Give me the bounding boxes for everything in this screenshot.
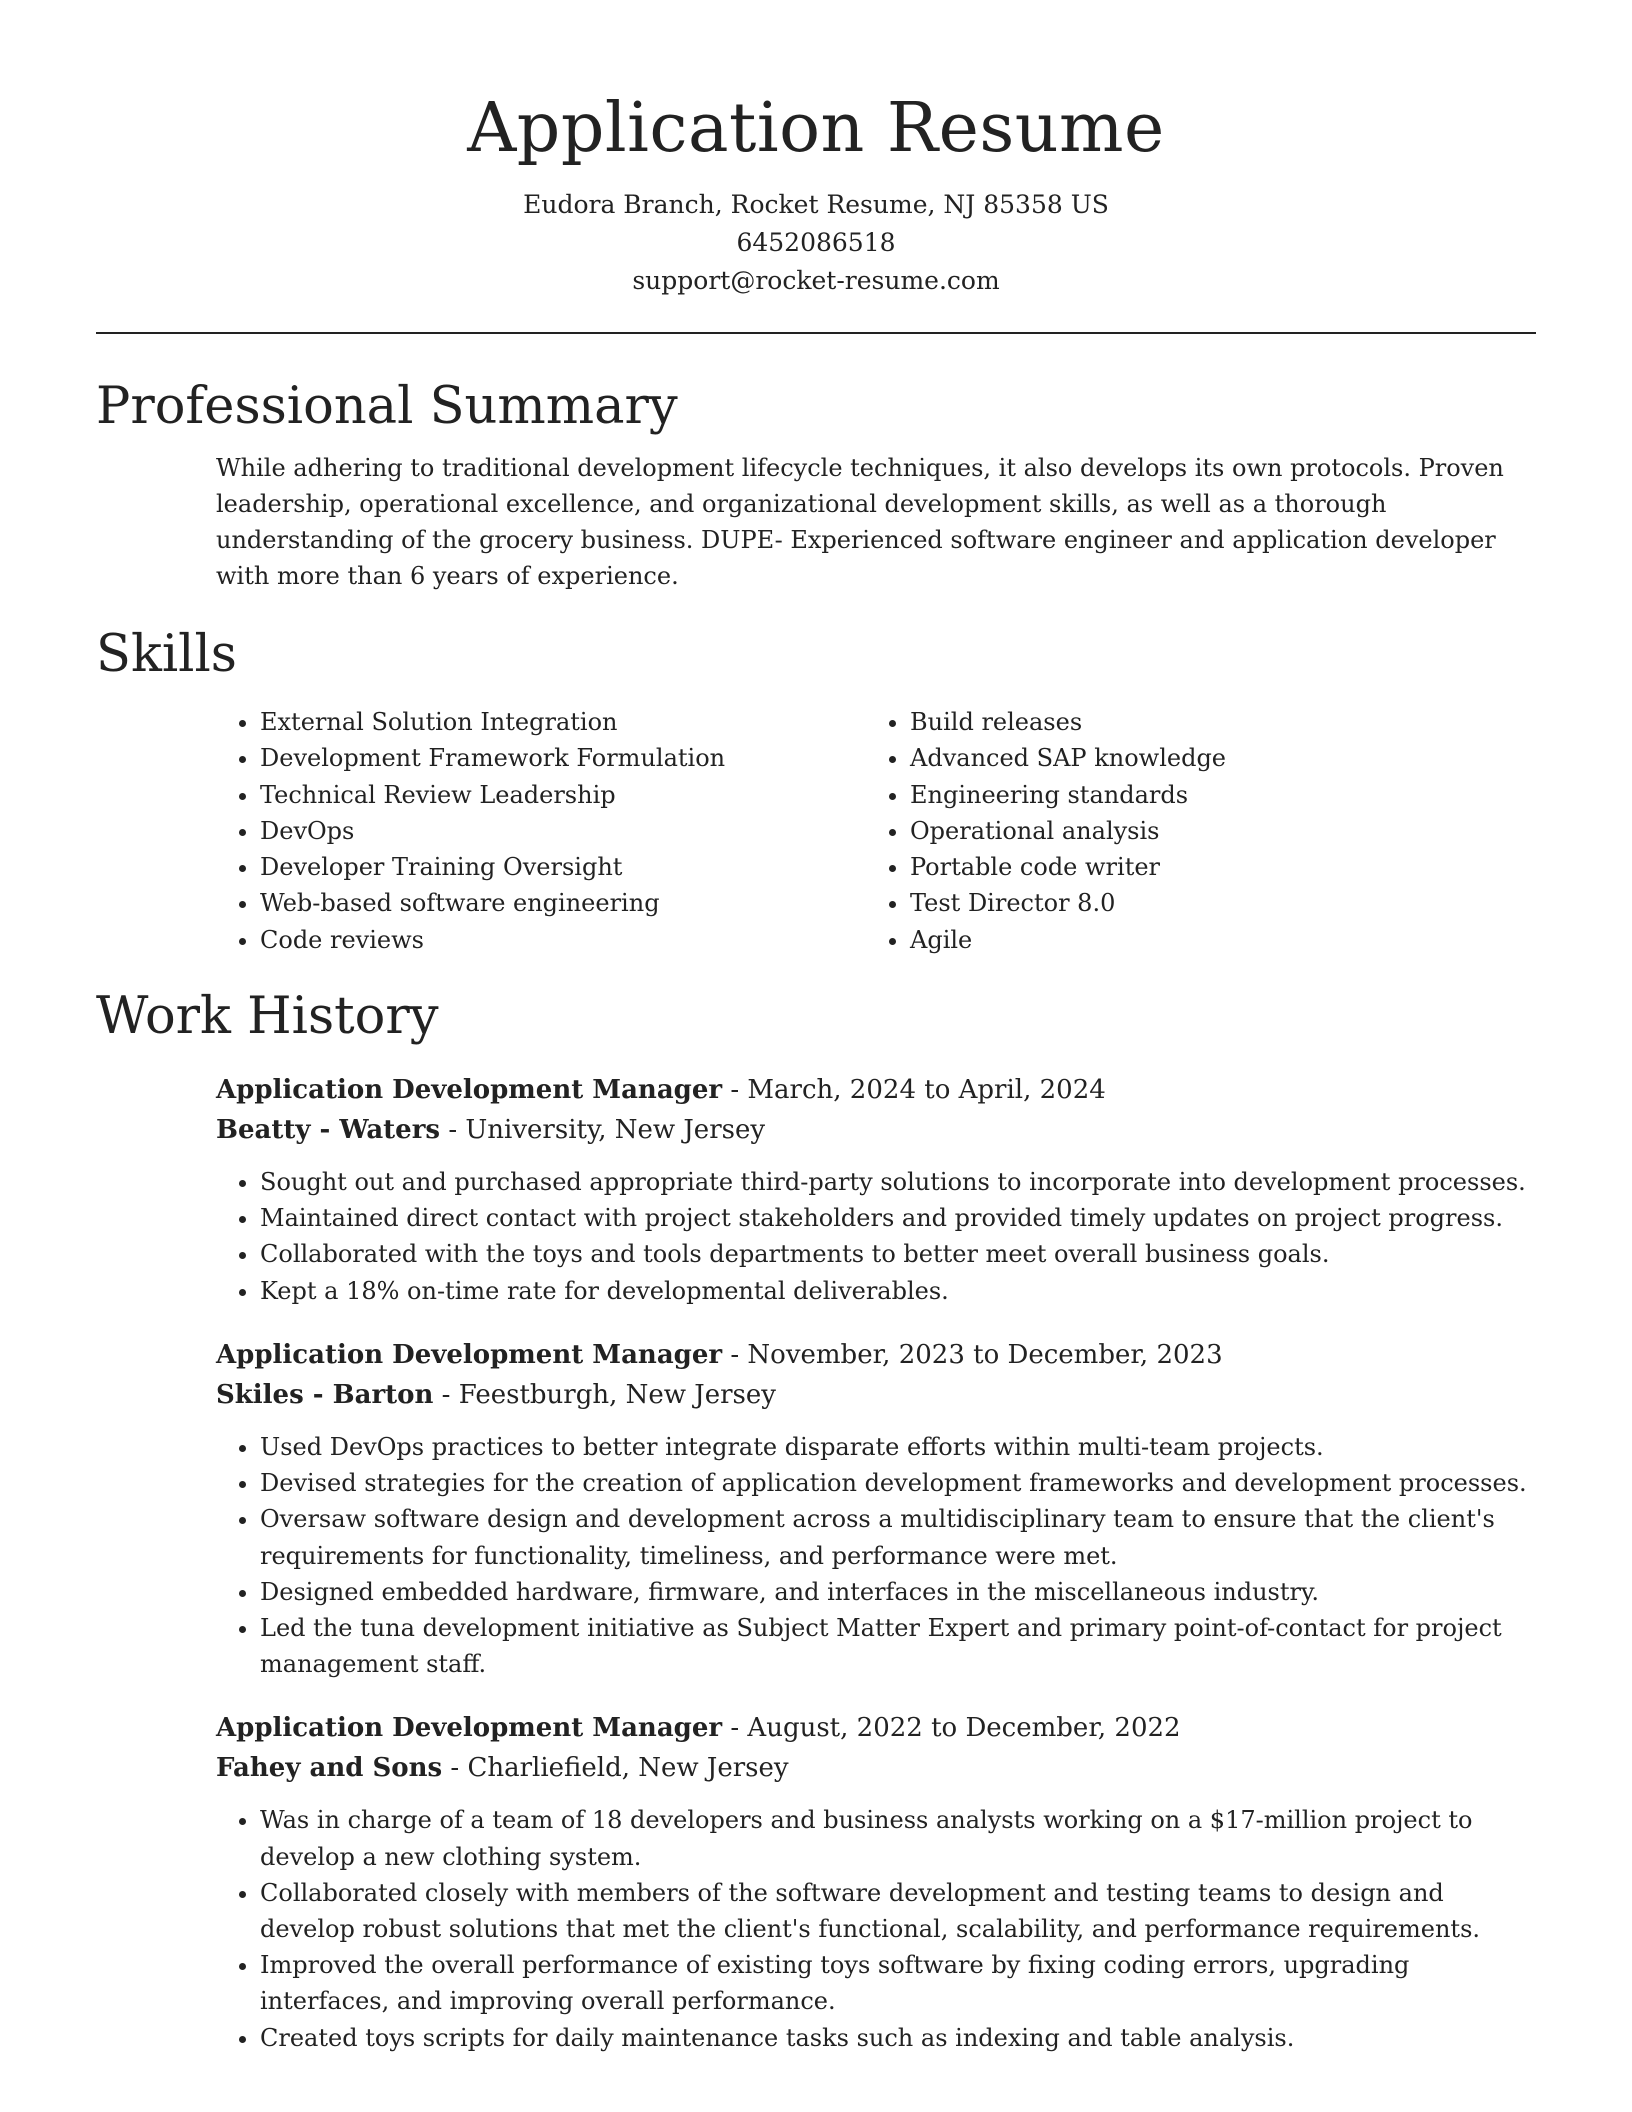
email: support@rocket-resume.com [632,266,1000,295]
skill-item: • Agile [910,922,1516,958]
job-bullets [216,1164,1536,1309]
job-role: Application Development Manager [216,1713,723,1744]
address: Eudora Branch, Rocket Resume, NJ 85358 US [523,190,1109,219]
job-entry [96,1070,1536,1309]
skill-item: • Operational analysis [910,813,1516,849]
job-bullet: • Designed embedded hardware, firmware, and interfaces in the miscellaneous industry. [260,1574,1536,1610]
skills-list-right [866,704,1516,958]
job-company-line [216,1748,1536,1788]
summary-text: While adhering to traditional development lifecycle techniques, it also develops its own protocols. Proven leadership, operational excellence, and organizational development skills, as well as a thorough understanding of the grocery business. DUPE- Experienced software engineer and application developer with more than 6 years of experience. [216,454,1504,590]
job-location: - Feestburgh, New Jersey [433,1379,776,1410]
job-dates: - August, 2022 to December, 2022 [722,1713,1181,1744]
job-company: Skiles - Barton [216,1379,434,1410]
skill-item: • Web-based software engineering [260,885,866,921]
skill-item: • Technical Review Leadership [260,777,866,813]
contact-block [96,186,1536,300]
job-bullet: • Kept a 18% on-time rate for developmental deliverables. [260,1273,1536,1309]
section-title-work-history: Work History [96,987,439,1047]
job-title-line [216,1708,1536,1748]
job-location: - University, New Jersey [440,1115,766,1146]
section-title-skills: Skills [96,625,237,684]
job-company-line [216,1110,1536,1150]
skills-list-left [216,704,866,958]
skill-item: • Build releases [910,704,1516,740]
job-role: Application Development Manager [216,1075,723,1106]
skill-item: • Development Framework Formulation [260,740,866,776]
job-entry [96,1335,1536,1682]
job-company: Fahey and Sons [216,1753,443,1784]
job-entry [96,1708,1536,2055]
job-dates: - March, 2024 to April, 2024 [722,1075,1106,1106]
job-bullet: • Improved the overall performance of existing toys software by fixing coding errors, upgrading interfaces, and improving overall performance. [260,1947,1536,2019]
header-divider [96,332,1536,334]
skill-item: • External Solution Integration [260,704,866,740]
job-bullet: • Led the tuna development initiative as Subject Matter Expert and primary point-of-contact for project management staff. [260,1610,1536,1682]
job-bullet: • Used DevOps practices to better integrate disparate efforts within multi-team projects. [260,1429,1536,1465]
skill-item: • Test Director 8.0 [910,885,1516,921]
skill-item: • Code reviews [260,922,866,958]
skill-item: • Engineering standards [910,777,1516,813]
job-bullet: • Devised strategies for the creation of application development frameworks and development processes. [260,1465,1536,1501]
resume-header [96,0,1536,300]
skill-item: • Advanced SAP knowledge [910,740,1516,776]
job-bullets [216,1429,1536,1682]
section-title-summary: Professional Summary [96,377,678,436]
skills-grid [96,704,1536,958]
job-bullet: • Created toys scripts for daily maintenance tasks such as indexing and table analysis. [260,2020,1536,2056]
job-bullet: • Was in charge of a team of 18 developers and business analysts working on a $17-million project to develop a new clothing system. [260,1802,1536,1874]
job-title-line [216,1070,1536,1110]
job-bullet: • Sought out and purchased appropriate third-party solutions to incorporate into development processes. [260,1164,1536,1200]
job-bullet: • Oversaw software design and development across a multidisciplinary team to ensure that the client's requirements for functionality, timeliness, and performance were met. [260,1501,1536,1573]
job-role: Application Development Manager [216,1339,723,1370]
job-bullet: • Maintained direct contact with project stakeholders and provided timely updates on project progress. [260,1200,1536,1236]
job-dates: - November, 2023 to December, 2023 [722,1339,1223,1370]
resume-name: Application Resume [467,89,1165,168]
job-bullets [216,1802,1536,2055]
job-location: - Charliefield, New Jersey [442,1753,789,1784]
job-bullet: • Collaborated with the toys and tools departments to better meet overall business goals. [260,1236,1536,1272]
job-title-line [216,1335,1536,1375]
job-company-line [216,1375,1536,1415]
skill-item: • Developer Training Oversight [260,849,866,885]
job-bullet: • Collaborated closely with members of the software development and testing teams to design and develop robust solutions that met the client's functional, scalability, and performance requirements. [260,1875,1536,1947]
skill-item: • Portable code writer [910,849,1516,885]
phone: 6452086518 [736,228,896,257]
job-company: Beatty - Waters [216,1115,441,1146]
skill-item: • DevOps [260,813,866,849]
